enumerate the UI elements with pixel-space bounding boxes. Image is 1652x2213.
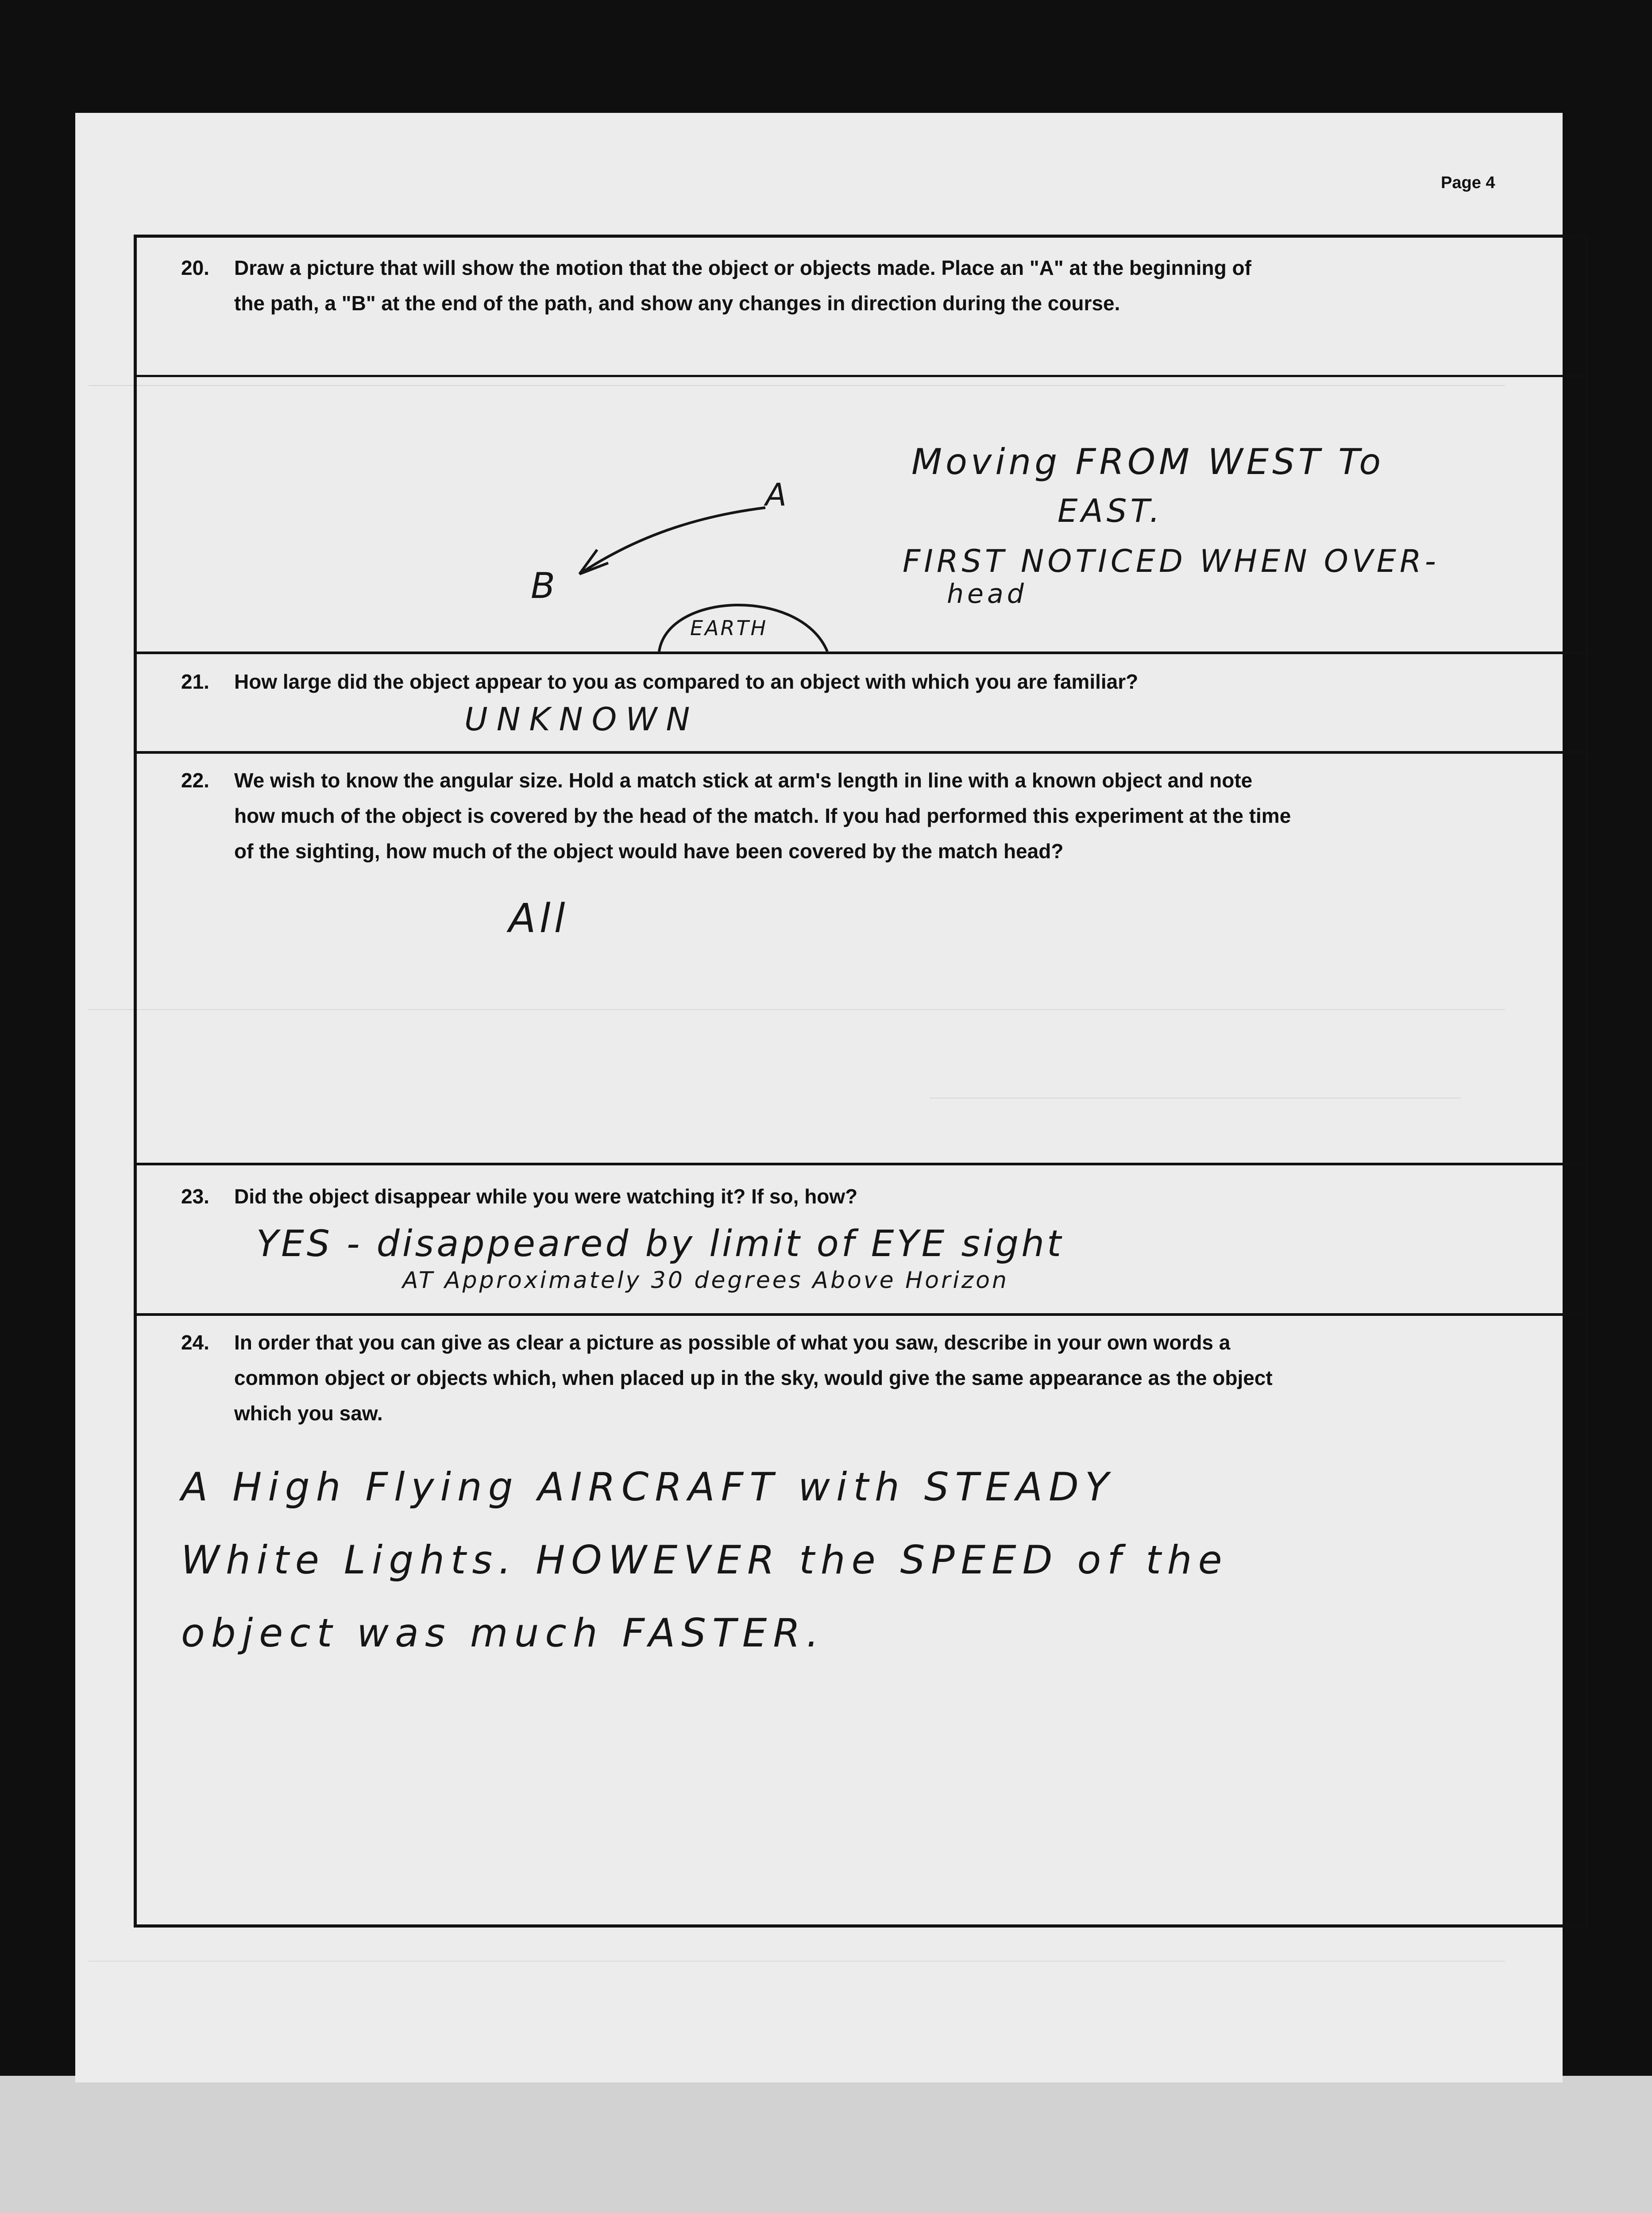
question-22-line1: We wish to know the angular size. Hold a match stick at arm's length in line with a known object and note	[234, 769, 1253, 792]
page-number: Page 4	[1441, 173, 1495, 192]
question-21-line1: How large did the object appear to you as compared to an object with which you are familiar?	[234, 670, 1139, 693]
question-20-line1: Draw a picture that will show the motion that the object or objects made. Place an "A" at the beginning of	[234, 256, 1251, 279]
question-form	[134, 235, 1588, 1928]
path-label-a: A	[765, 477, 790, 513]
question-22-line2: how much of the object is covered by the head of the match. If you had performed this experiment at the time	[234, 804, 1291, 827]
question-23-text	[181, 1179, 1528, 1214]
answer-22: All	[509, 895, 569, 942]
question-number: 23.	[181, 1185, 209, 1208]
answer-20-line4: head	[947, 578, 1027, 609]
question-22-text	[181, 763, 1528, 869]
question-number: 21.	[181, 670, 209, 693]
question-21-section	[137, 652, 1585, 751]
question-22-line3: of the sighting, how much of the object would have been covered by the match head?	[234, 840, 1064, 863]
question-number: 20.	[181, 256, 209, 279]
scanner-background	[0, 2076, 1652, 2213]
answer-20-line3: FIRST NOTICED WHEN OVER-	[903, 543, 1440, 579]
question-number: 24.	[181, 1331, 209, 1354]
answer-20-line2: EAST.	[1058, 492, 1163, 529]
answer-23-line2: AT Approximately 30 degrees Above Horizon	[402, 1267, 1009, 1294]
question-21-text	[181, 664, 1528, 699]
answer-24-line2: White Lights. HOWEVER the SPEED of the	[181, 1537, 1228, 1583]
question-24-section	[137, 1313, 1585, 1931]
earth-label: EARTH	[690, 616, 768, 640]
answer-24-line1: A High Flying AIRCRAFT with STEADY	[181, 1464, 1115, 1510]
question-20-section	[137, 238, 1585, 652]
motion-path-drawing	[137, 238, 1585, 652]
answer-24-line3: object was much FASTER.	[181, 1610, 825, 1656]
answer-20-line1: Moving FROM WEST To	[911, 441, 1385, 482]
question-24-line1: In order that you can give as clear a picture as possible of what you saw, describe in your own words a	[234, 1331, 1231, 1354]
question-24-text	[181, 1325, 1528, 1431]
answer-23-line1: YES - disappeared by limit of EYE sight	[256, 1223, 1064, 1265]
answer-21: UNKNOWN	[464, 701, 699, 738]
question-number: 22.	[181, 769, 209, 792]
question-22-section	[137, 751, 1585, 1163]
question-24-line3: which you saw.	[234, 1402, 383, 1425]
path-label-b: B	[531, 565, 559, 606]
question-23-section	[137, 1163, 1585, 1313]
question-20-line2: the path, a "B" at the end of the path, and show any changes in direction during the course.	[234, 292, 1120, 315]
question-23-line1: Did the object disappear while you were watching it? If so, how?	[234, 1185, 858, 1208]
question-24-line2: common object or objects which, when placed up in the sky, would give the same appearance as the object	[234, 1366, 1273, 1389]
